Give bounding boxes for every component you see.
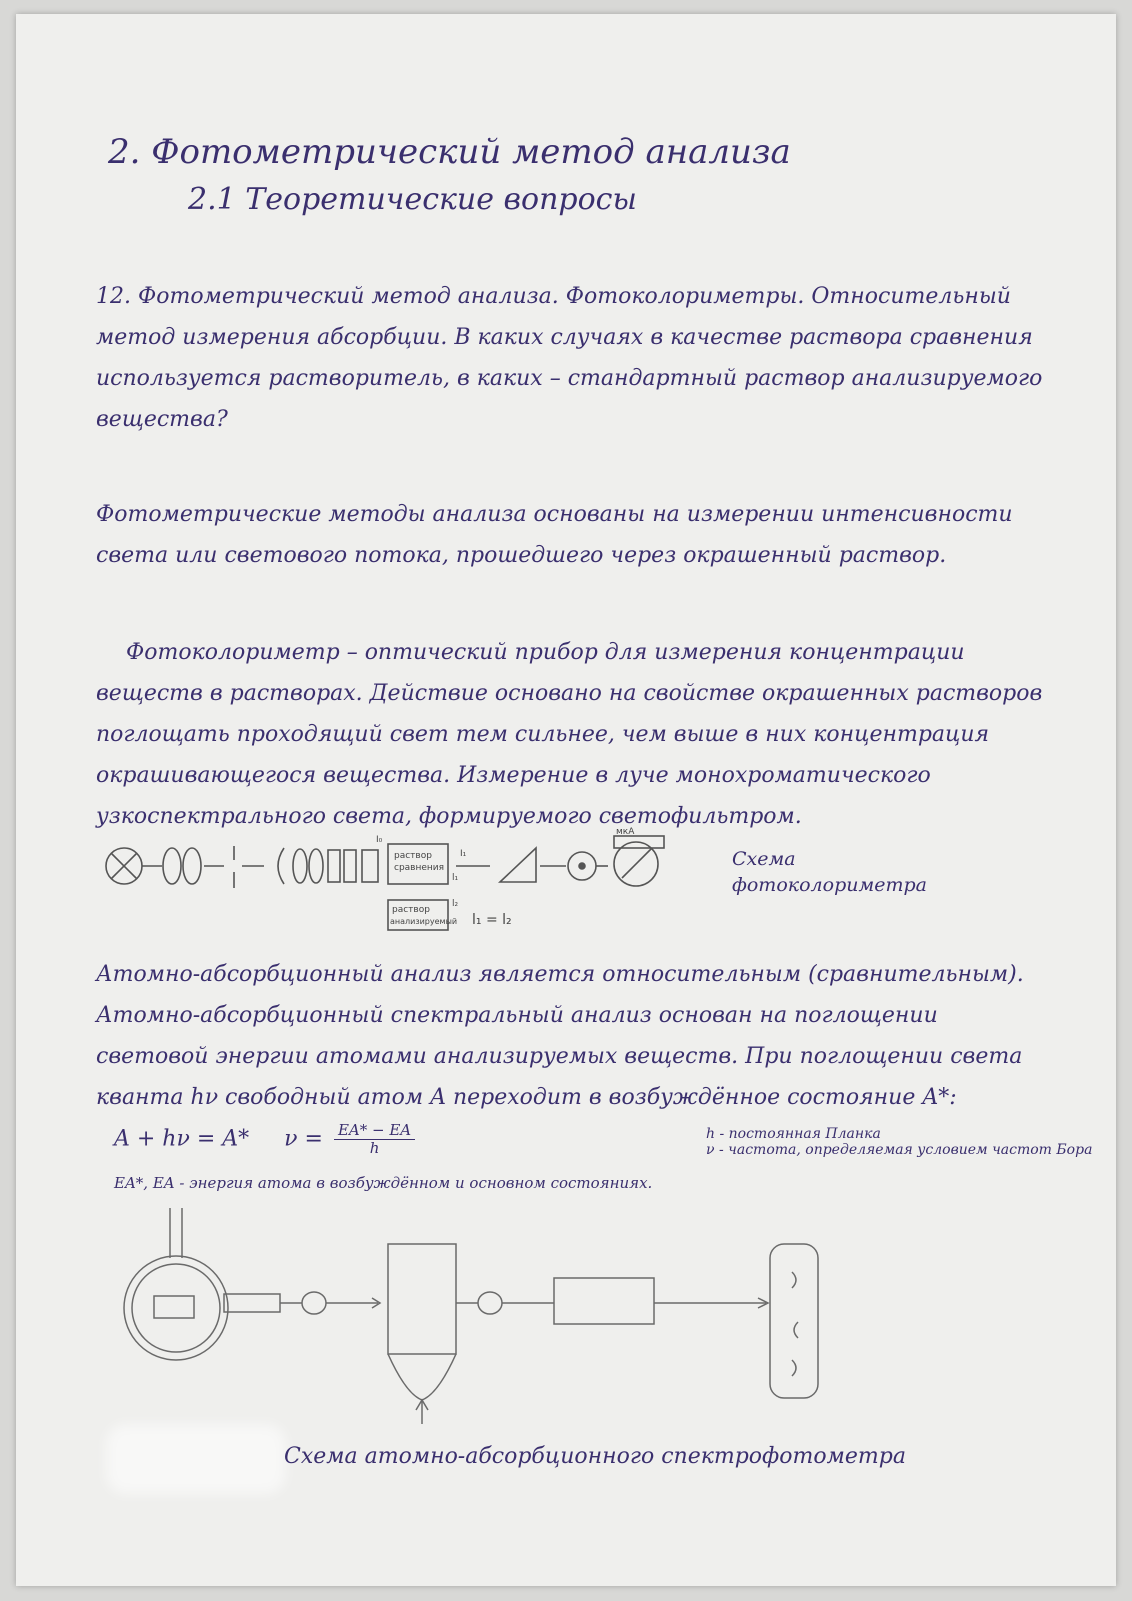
label-sample-1: раствор xyxy=(392,905,430,915)
colorimeter-caption-line2: фотоколориметра xyxy=(732,874,927,896)
colorimeter-caption xyxy=(732,846,927,898)
colorimeter-caption-line1: Схема xyxy=(732,848,796,870)
label-sample-2: анализируемый xyxy=(390,917,458,926)
aas-caption: Схема атомно-абсорбционного спектрофотометра xyxy=(284,1444,906,1469)
reaction-formula: A + hν = A* xyxy=(114,1126,250,1152)
label-mka: мкА xyxy=(616,827,635,837)
energy-definition: EA*, EA - энергия атома в возбуждённом и основном состояниях. xyxy=(114,1174,653,1192)
photocolorimeter-diagram xyxy=(96,826,716,936)
note-frequency: ν - частота, определяемая условием частот Бора xyxy=(706,1142,1093,1158)
formula-notes xyxy=(706,1126,1092,1158)
label-ref-1: раствор xyxy=(394,851,432,861)
note-planck: h - постоянная Планка xyxy=(706,1126,881,1142)
nu-denominator: h xyxy=(369,1139,380,1157)
label-i0: I₀ xyxy=(376,835,383,845)
notebook-page xyxy=(16,14,1116,1586)
section-title: 2. Фотометрический метод анализа xyxy=(108,132,791,172)
label-ref-2: сравнения xyxy=(394,863,445,873)
atomizer-icon xyxy=(388,1244,456,1354)
aas-diagram xyxy=(106,1204,866,1434)
aas-lens-icon xyxy=(302,1292,326,1314)
label-i1: I₁ xyxy=(460,849,467,859)
hollow-cathode-lamp-icon xyxy=(124,1256,228,1360)
nu-lhs: ν = xyxy=(284,1126,323,1152)
monochromator-icon xyxy=(554,1278,654,1324)
nu-fraction xyxy=(334,1122,415,1157)
question-text: 12. Фотометрический метод анализа. Фотоколориметры. Относительный метод измерения абсорбции. В каких случаях в качестве раствора сравнения используется растворитель, в каких – стандартный раствор анализируемого вещества? xyxy=(96,284,1043,432)
label-l1: l₁ xyxy=(452,873,459,883)
label-l2: l₂ xyxy=(452,899,459,909)
paragraph-atomic-absorption: Атомно-абсорбционный анализ является относительным (сравнительным). Атомно-абсорбционный спектральный анализ основан на поглощении световой энергии атомами анализируемых веществ. При поглощении света кванта hν свободный атом A переходит в возбуждённое состояние A*: xyxy=(96,962,1024,1110)
lens-icon xyxy=(163,848,181,884)
paragraph-photometric: Фотометрические методы анализа основаны на измерении интенсивности света или светового потока, прошедшего через окрашенный раствор. xyxy=(96,502,1013,568)
prism-icon xyxy=(500,848,536,882)
label-l-equal: l₁ = l₂ xyxy=(472,912,512,928)
paragraph-photocolorimeter: Фотоколориметр – оптический прибор для измерения концентрации веществ в растворах. Действие основано на свойстве окрашенных растворов поглощать проходящий свет тем сильнее, чем выше в них концентрация окрашивающегося вещества. Измерение в луче монохроматического узкоспектрального света, формируемого светофильтром. xyxy=(96,640,1043,829)
section-subtitle: 2.1 Теоретические вопросы xyxy=(188,182,637,217)
erased-area xyxy=(106,1424,286,1494)
nu-numerator: EA* − EA xyxy=(334,1122,415,1140)
